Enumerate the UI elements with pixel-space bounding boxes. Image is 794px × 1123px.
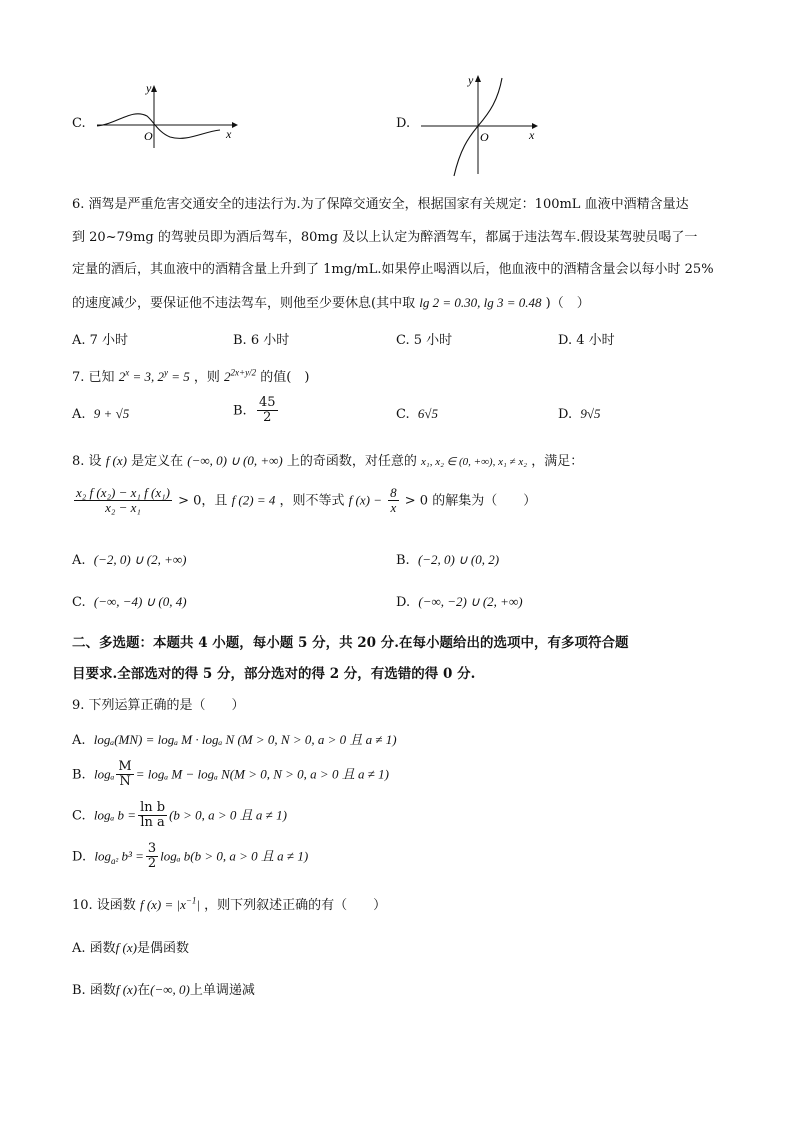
q6-option-a[interactable]: A. 7 小时 (72, 333, 129, 348)
graph-c-curve (97, 114, 220, 139)
q6-line1: 6. 酒驾是严重危害交通安全的违法行为.为了保障交通安全，根据国家有关规定：100mL 血液中酒精含量达 (72, 197, 689, 212)
q7-option-d[interactable]: D. 9√5 (558, 406, 601, 422)
q10-stem: 10. 设函数 f $(x) = |x^{-1}|$ ，则下列叙述正确的有（ ） (72, 895, 387, 913)
graph-c-x-arrow (232, 122, 238, 128)
graph-d (418, 70, 548, 180)
q7-stem (72, 366, 309, 385)
graph-d-x-label: x (529, 128, 535, 142)
section2-heading-line2: 目要求.全部选对的得 5 分，部分选对的得 2 分，有选错的得 0 分. (72, 666, 476, 682)
q8-condition-fraction: $\frac{\text{x₂ f (x₂) − x₁ f (x₁)}}{\text{x₂ − x₁}}$ (76, 485, 170, 516)
q8-line2: $\frac{\text{x₂ f (x₂) − x₁ f (x₁)}}{\text{x₂ − x₁}}$ > 0，且 f (2) = 4 ，则不等式 f (x) − $\frac{8}{x}$ > 0 的解集为（ ） (76, 485, 537, 516)
graph-d-label: D. (396, 116, 411, 131)
graph-c-x-label: x (226, 127, 232, 141)
graph-c-origin: O (144, 129, 153, 143)
q6-line4-post: )（ ） (545, 296, 590, 311)
graph-d-origin: O (480, 130, 489, 144)
q9-option-d[interactable]: D. $\log_{a^2} b^3$ = $\frac{3}{2}$ logₐ b(b > 0, a > 0 且 a ≠ 1) (72, 841, 309, 872)
q6-line4-math: lg 2 = 0.30, lg 3 = 0.48 (419, 295, 542, 310)
q10-option-b[interactable]: B. 函数f (x)在(−∞, 0)上单调递减 (72, 982, 255, 998)
q9-option-c[interactable]: C. logₐ b = $\frac{\text{ln b}}{\text{ln a}}$ (b > 0, a > 0 且 a ≠ 1) (72, 800, 287, 831)
section2-heading-line1: 二、多选题：本题共 4 小题，每小题 5 分，共 20 分.在每小题给出的选项中，有多项符合题 (72, 635, 629, 651)
graph-c-y-arrow (151, 85, 157, 92)
graph-c (92, 80, 242, 150)
q8-option-b[interactable]: B. (−2, 0) ∪ (0, 2) (396, 552, 500, 568)
q6-option-c[interactable]: C. 5 小时 (396, 333, 453, 348)
q7-cond: $2^x = 3$, $2^y = 5$ (118, 367, 190, 384)
q6-option-b[interactable]: B. 6 小时 (233, 333, 290, 348)
q8-option-d[interactable]: D. (−∞, −2) ∪ (2, +∞) (396, 594, 523, 610)
graph-d-y-arrow (475, 75, 481, 82)
q6-line4 (72, 292, 590, 311)
q9-stem: 9. 下列运算正确的是（ ） (72, 698, 245, 713)
q9-option-a[interactable]: A. logₐ(MN) = logₐ M · logₐ N (M > 0, N > 0, a > 0 且 a ≠ 1) (72, 732, 397, 748)
q7-expr: $2^{2x+y/2}$ (224, 367, 257, 384)
q7-option-c[interactable]: C. 6√5 (396, 406, 439, 422)
q6-line4-pre: 的速度减少，要保证他不违法驾车，则他至少要休息(其中取 (72, 296, 416, 311)
q8-option-c[interactable]: C. (−∞, −4) ∪ (0, 4) (72, 594, 187, 610)
q9-option-b[interactable]: B. logₐ $\frac{M}{N}$ = logₐ M − logₐ N(M > 0, N > 0, a > 0 且 a ≠ 1) (72, 759, 389, 790)
q10-option-a[interactable]: A. 函数f (x)是偶函数 (72, 940, 189, 956)
q6-line3: 定量的酒后，其血液中的酒精含量上升到了 1mg/mL.如果停止喝酒以后，他血液中的酒精含量会以每小时 25% (72, 262, 714, 277)
q8-option-a[interactable]: A. (−2, 0) ∪ (2, +∞) (72, 552, 187, 568)
q7-post: 的值( ) (260, 370, 310, 385)
q6-line2: 到 20~79mg 的驾驶员即为酒后驾车，80mg 及以上认定为醉酒驾车，都属于违法驾车.假设某驾驶员喝了一 (72, 230, 698, 245)
graph-c-y-label: y (146, 81, 152, 95)
q7-mid: ，则 (193, 370, 220, 385)
q7-pre: 7. 已知 (72, 370, 115, 385)
q7-option-a[interactable]: A. 9 + √5 (72, 406, 130, 422)
q8-line1: 8. 设 f (x) 是定义在 (−∞, 0) ∪ (0, +∞) 上的奇函数，对任意的 x₁, x₂ ∈ (0, +∞), x₁ ≠ x₂ ，满足： (72, 453, 584, 469)
q6-option-d[interactable]: D. 4 小时 (558, 333, 615, 348)
graph-d-y-label: y (468, 73, 474, 87)
q7-option-b[interactable]: B. $\frac{45}{2}$ (233, 395, 276, 426)
graph-c-label: C. (72, 116, 86, 131)
